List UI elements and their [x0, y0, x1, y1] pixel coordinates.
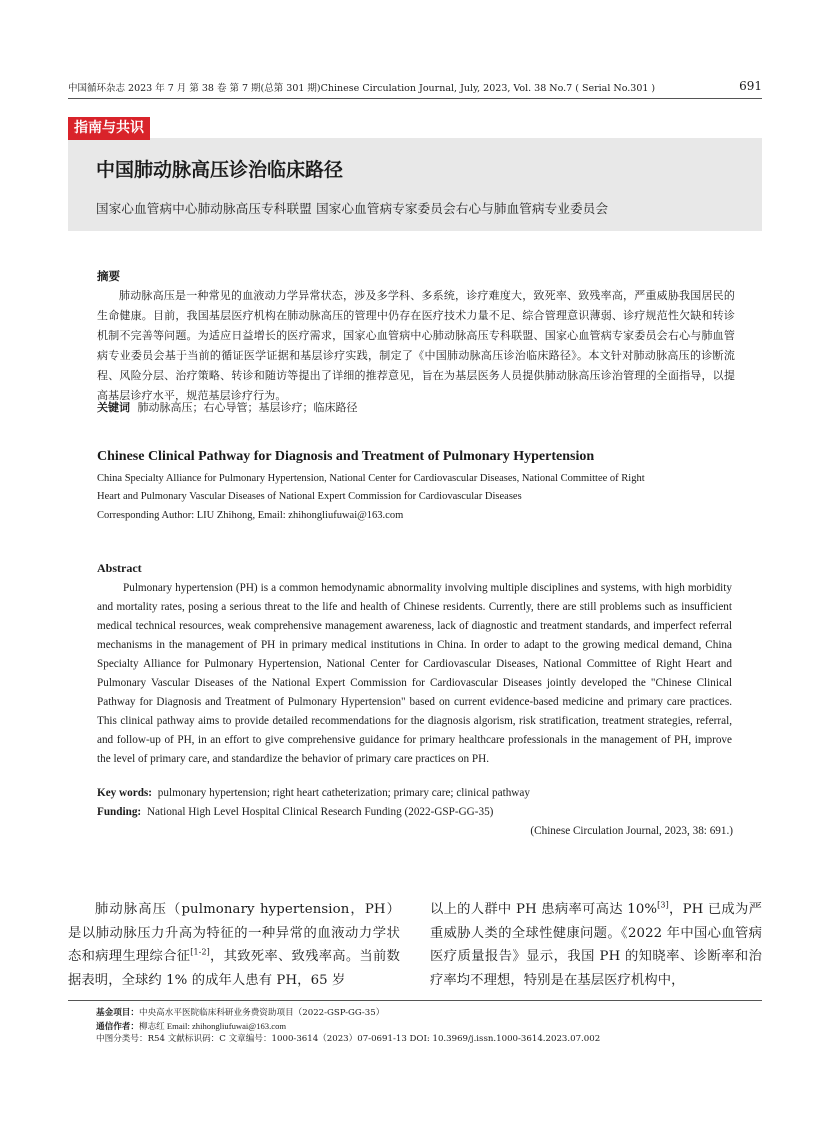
abstract-zh-text: 肺动脉高压是一种常见的血液动力学异常状态，涉及多学科、多系统，诊疗难度大，致死率、致残率高，严重威胁我国居民的生命健康。目前，我国基层医疗机构在肺动脉高压的管理中仍存在医疗技术力量不足、综合管理意识薄弱、诊疗规范性欠缺和转诊机制不完善等问题。为适应日益增长的医疗需求，国家心血管病中心肺动脉高压专科联盟、国家心血管病专家委员会右心与肺血管病专业委员会基于当前的循证医学证据和基层诊疗实践，制定了《中国肺动脉高压诊治临床路径》。本文针对肺动脉高压的诊断流程、风险分层、治疗策略、转诊和随访等提出了详细的推荐意见，旨在为基层医务人员提供肺动脉高压诊治管理的全面指导，以提高基层诊疗水平，规范基层诊疗行为。	[97, 289, 735, 402]
footnote-funding	[96, 1007, 384, 1020]
footer-rule	[68, 1000, 762, 1001]
funding-en-text: National High Level Hospital Clinical Research Funding (2022-GSP-GG-35)	[146, 806, 494, 818]
body-col2-ref: [3]	[657, 900, 669, 910]
page-number: 691	[739, 79, 762, 93]
article-title-zh: 中国肺动脉高压诊治临床路径	[96, 159, 344, 181]
footnote-corr-text: 柳志红 Email: zhihongliufuwai@163.com	[138, 1021, 287, 1031]
citation: (Chinese Circulation Journal, 2023, 38: 691.)	[530, 825, 733, 837]
abstract-en-text: Pulmonary hypertension (PH) is a common hemodynamic abnormality involving multiple disciplines and systems, with high morbidity and mortality rates, posing a serious threat to the life and health of Chinese residents. Currently, there are still problems such as insufficient medical technical resources, weak comprehensive management awareness, lack of diagnostic and treatment standards, and imperfect referral mechanisms in the management of PH in primary medical institutions in China. In order to adapt to the growing medical demand, China Specialty Alliance for Pulmonary Hypertension, National Center for Cardiovascular Diseases, National Committee of Right Heart and Pulmonary Vascular Diseases of the National Expert Commission for Cardiovascular Diseases jointly developed the "Chinese Clinical Pathway for Diagnosis and Treatment of Pulmonary Hypertension" based on current evidence-based medicine and primary care practices. This clinical pathway aims to provide detailed recommendations for the diagnosis algorism, risk stratification, treatment strategies, referral, and follow-up of PH, in an effort to give comprehensive guidance for primary healthcare professionals in the management of PH, improve the level of primary care, and standardize the behavior of primary care practices on PH.	[97, 582, 732, 765]
article-title-en: Chinese Clinical Pathway for Diagnosis and Treatment of Pulmonary Hypertension	[97, 449, 595, 464]
authors-zh: 国家心血管病中心肺动脉高压专科联盟 国家心血管病专家委员会右心与肺血管病专业委员会	[96, 201, 609, 216]
keywords-en-text: pulmonary hypertension; right heart catheterization; primary care; clinical pathway	[157, 787, 530, 799]
body-col2-text-b: ，PH 已成为严重威胁人类的全球性健康问题。《2022 年中国心血管病医疗质量报告》显示，我国 PH 的知晓率、诊断率和治疗率均不理想，特别是在基层医疗机构中，	[430, 902, 762, 988]
body-col1-ref: [1-2]	[190, 947, 210, 957]
footnote-corr-label: 通信作者：	[96, 1022, 139, 1032]
abstract-en-label: Abstract	[97, 561, 142, 575]
running-header: 中国循环杂志 2023 年 7 月 第 38 卷 第 7 期(总第 301 期)Chinese Circulation Journal, July, 2023, Vol. 38 No.7 ( Serial No.301 )	[68, 83, 656, 94]
footnote-funding-label: 基金项目：	[96, 1008, 139, 1018]
body-col2-text-a: 以上的人群中 PH 患病率可高达 10%	[430, 902, 658, 917]
footnote-corresponding	[96, 1020, 286, 1034]
abstract-zh-label: 摘要	[97, 269, 120, 283]
funding-en	[97, 806, 493, 818]
corresponding-author-en: Corresponding Author: LIU Zhihong, Email: zhihongliufuwai@163.com	[97, 510, 404, 521]
funding-en-label: Funding:	[97, 806, 142, 818]
body-col1-text-a: 肺动脉高压（pulmonary hypertension，PH）是以肺动脉压力升高为特征的一种异常的血液动力学状态和病理生理综合征	[68, 902, 400, 964]
footnote-funding-text: 中央高水平医院临床科研业务费资助项目（2022-GSP-GG-35）	[138, 1008, 385, 1018]
body-column-right	[430, 898, 762, 992]
section-banner: 指南与共识	[68, 117, 150, 140]
authors-en-line1: China Specialty Alliance for Pulmonary Hypertension, National Center for Cardiovascular Diseases, National Committee of Right	[97, 473, 645, 484]
keywords-zh-label: 关键词	[97, 401, 130, 414]
keywords-zh	[97, 399, 358, 415]
authors-en-line2: Heart and Pulmonary Vascular Diseases of National Expert Commission for Cardiovascular Diseases	[97, 491, 522, 502]
keywords-zh-text: 肺动脉高压；右心导管；基层诊疗；临床路径	[137, 401, 358, 414]
body-column-left	[68, 898, 400, 992]
keywords-en	[97, 787, 530, 799]
footnote-classification: 中图分类号：R54 文献标识码：C 文章编号：1000-3614（2023）07-0691-13 DOI: 10.3969/j.issn.1000-3614.2023.07.002	[96, 1034, 601, 1044]
body-col1-text-b: ，其致死率、致残率高。当前数据表明，全球约 1% 的成年人患有 PH，65 岁	[68, 949, 400, 988]
title-box	[68, 138, 762, 231]
header-rule	[68, 98, 762, 99]
keywords-en-label: Key words:	[97, 787, 152, 799]
